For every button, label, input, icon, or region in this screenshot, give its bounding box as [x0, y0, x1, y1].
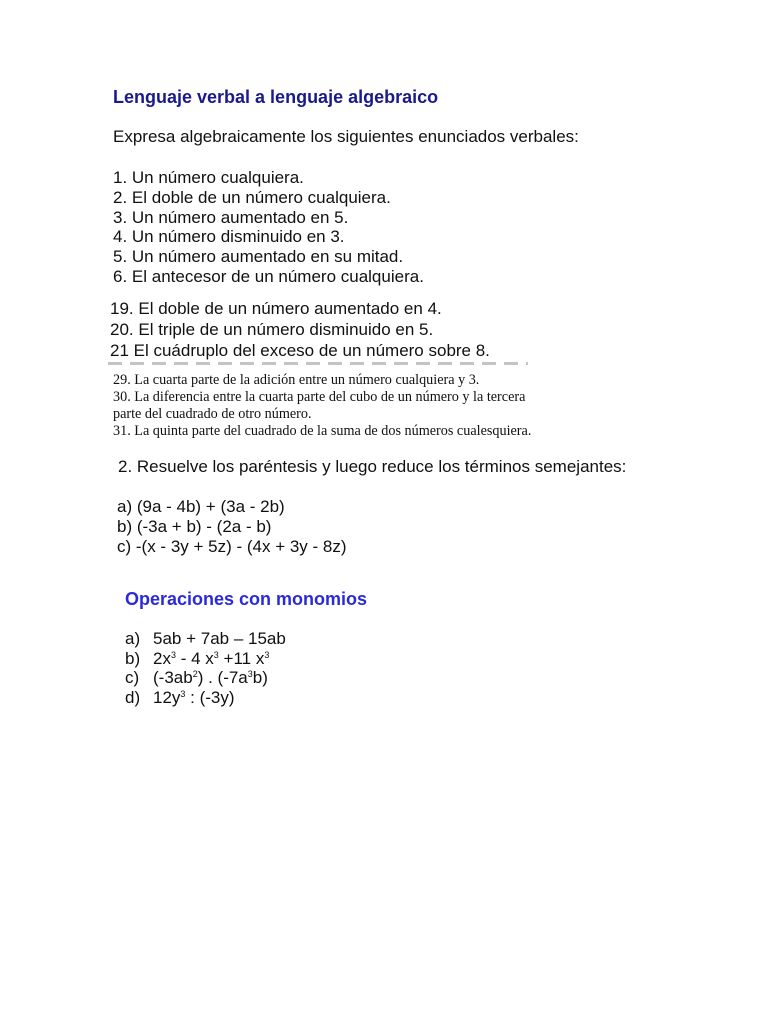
exponent: 3 [180, 689, 186, 700]
list-item [125, 668, 286, 688]
list-item: 6. El antecesor de un número cualquiera. [113, 266, 424, 286]
item-label: d) [125, 688, 141, 708]
list-item: 30. La diferencia entre la cuarta parte del cubo de un número y la tercera [113, 389, 526, 405]
list-item [125, 688, 286, 708]
list-item: c) -(x - 3y + 5z) - (4x + 3y - 8z) [117, 537, 347, 556]
list-item: 31. La quinta parte del cuadrado de la suma de dos números cualesquiera. [113, 423, 532, 439]
expr-part: ) . (-7a [197, 668, 248, 688]
parentheses-list [117, 497, 347, 557]
list-item: parte del cuadrado de otro número. [113, 406, 312, 422]
instruction-resuelve: 2. Resuelve los paréntesis y luego reduce los términos semejantes: [118, 457, 627, 476]
exponent: 3 [170, 649, 176, 660]
list-item: 29. La cuarta parte de la adición entre un número cualquiera y 3. [113, 372, 480, 388]
expr-part: 12y [153, 688, 181, 708]
list-item: 20. El triple de un número disminuido en 5. [110, 320, 434, 339]
list-item: 3. Un número aumentado en 5. [113, 207, 349, 227]
expr-part: (-3ab [153, 668, 193, 688]
exponent: 3 [213, 649, 219, 660]
expr-part: b) [252, 668, 268, 688]
list-item: 19. El doble de un número aumentado en 4. [110, 299, 442, 318]
expr-part: 2x [153, 648, 171, 668]
exponent: 2 [192, 669, 198, 680]
list-item [125, 649, 286, 669]
list-item: 5. Un número aumentado en su mitad. [113, 247, 404, 267]
list-item: a) (9a - 4b) + (3a - 2b) [117, 497, 285, 516]
section-title-lenguaje: Lenguaje verbal a lenguaje algebraico [113, 87, 439, 107]
list-item: 4. Un número disminuido en 3. [113, 227, 345, 247]
item-label: b) [125, 648, 141, 668]
list-item: 2. El doble de un número cualquiera. [113, 187, 391, 207]
exponent: 3 [264, 649, 270, 660]
cut-off-line [108, 362, 528, 365]
verbal-list-2 [110, 298, 490, 361]
section-title-monomios: Operaciones con monomios [125, 589, 368, 609]
exponent: 3 [247, 669, 253, 680]
expr-part: +11 x [218, 648, 265, 668]
expr: 5ab + 7ab – 15ab [153, 629, 286, 648]
list-item: b) (-3a + b) - (2a - b) [117, 517, 272, 536]
list-item [125, 629, 286, 649]
expr-part: - 4 x [175, 648, 214, 668]
item-label: c) [125, 668, 140, 688]
monomios-list [125, 629, 286, 708]
instruction-expresa: Expresa algebraicamente los siguientes enunciados verbales: [113, 127, 579, 146]
verbal-list-1 [113, 168, 424, 287]
list-item: 1. Un número cualquiera. [113, 168, 304, 187]
item-label: a) [125, 629, 141, 648]
expr-part: : (-3y) [185, 688, 235, 708]
list-item: 21 El cuádruplo del exceso de un número sobre 8. [110, 341, 490, 360]
verbal-list-3 [113, 372, 531, 440]
